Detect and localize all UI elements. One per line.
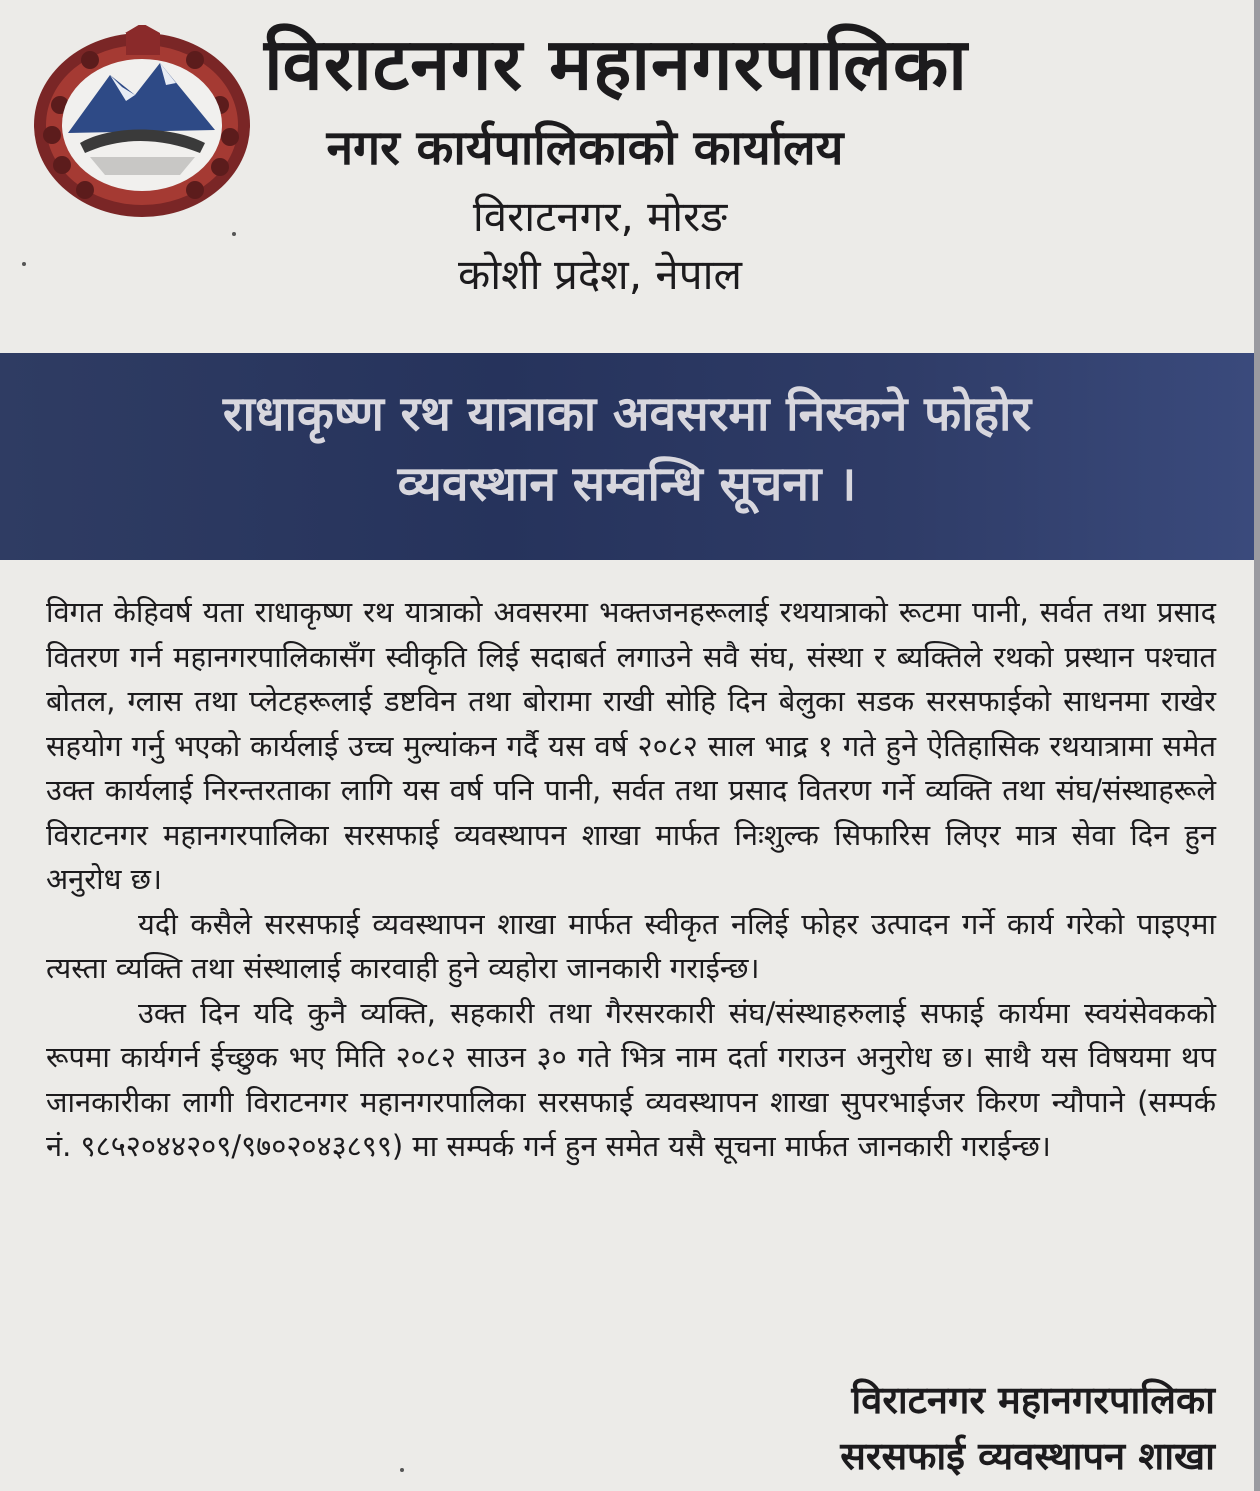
paragraph-2: यदी कसैले सरसफाई व्यवस्थापन शाखा मार्फत स्वीकृत नलिई फोहर उत्पादन गर्ने कार्य गरेको पाइएमा त्यस्ता व्यक्ति तथा संस्थालाई कारवाही हुने व्यहोरा जानकारी गराईन्छ।	[46, 906, 1216, 985]
banner-line-1: राधाकृष्ण रथ यात्राका अवसरमा निस्कने फोहोर	[222, 386, 1032, 442]
letterhead	[260, 14, 980, 304]
page-edge	[1254, 0, 1260, 1491]
paper-speck	[400, 1468, 404, 1472]
notice-banner	[0, 353, 1254, 560]
office-title: नगर कार्यपालिकाको कार्यालय	[326, 120, 844, 176]
banner-line-2: व्यवस्थान सम्वन्धि सूचना ।	[397, 456, 857, 512]
province-line: कोशी प्रदेश, नेपाल	[458, 250, 742, 299]
signature-line-2: सरसफाई व्यवस्थापन शाखा	[840, 1434, 1215, 1478]
notice-body	[46, 590, 1216, 1169]
municipality-title: विराटनगर महानगरपालिका	[264, 22, 968, 106]
location-line: विराटनगर, मोरङ	[472, 192, 728, 241]
paper-speck	[232, 232, 236, 236]
signature-line-1: विराटनगर महानगरपालिका	[851, 1378, 1215, 1422]
paper-speck	[22, 262, 26, 266]
paragraph-1: विगत केहिवर्ष यता राधाकृष्ण रथ यात्राको अवसरमा भक्तजनहरूलाई रथयात्राको रूटमा पानी, सर्वत तथा प्रसाद वितरण गर्न महानगरपालिकासँग स्वीकृति लिई सदाबर्त लगाउने सवै संघ, संस्था र ब्यक्तिले रथको प्रस्थान पश्चात बोतल, ग्लास तथा प्लेटहरूलाई डष्टविन तथा बोरामा राखी सोहि दिन बेलुका सडक सरसफाईको साधनमा राखेर सहयोग गर्नु भएको कार्यलाई उच्च मुल्यांकन गर्दै यस वर्ष २०८२ साल भाद्र १ गते हुने ऐतिहासिक रथयात्रामा समेत उक्त कार्यलाई निरन्तरताका लागि यस वर्ष पनि पानी, सर्वत तथा प्रसाद वितरण गर्ने व्यक्ति तथा संघ/संस्थाहरूले विराटनगर महानगरपालिका सरसफाई व्यवस्थापन शाखा मार्फत निःशुल्क सिफारिस लिएर मात्र सेवा दिन हुन अनुरोध छ।	[46, 595, 1216, 896]
paragraph-3: उक्त दिन यदि कुनै व्यक्ति, सहकारी तथा गैरसरकारी संघ/संस्थाहरुलाई सफाई कार्यमा स्वयंसेवकको रूपमा कार्यगर्न ईच्छुक भए मिति २०८२ साउन ३० गते भित्र नाम दर्ता गराउन अनुरोध छ। साथै यस विषयमा थप जानकारीका लागी विराटनगर महानगरपालिका सरसफाई व्यवस्थापन शाखा सुपरभाईजर किरण न्यौपाने (सम्पर्क नं. ९८५२०४४२०९/९७०२०४३८९९) मा सम्पर्क गर्न हुन समेत यसै सूचना मार्फत जानकारी गराईन्छ।	[46, 995, 1216, 1163]
signature-block	[840, 1372, 1215, 1484]
